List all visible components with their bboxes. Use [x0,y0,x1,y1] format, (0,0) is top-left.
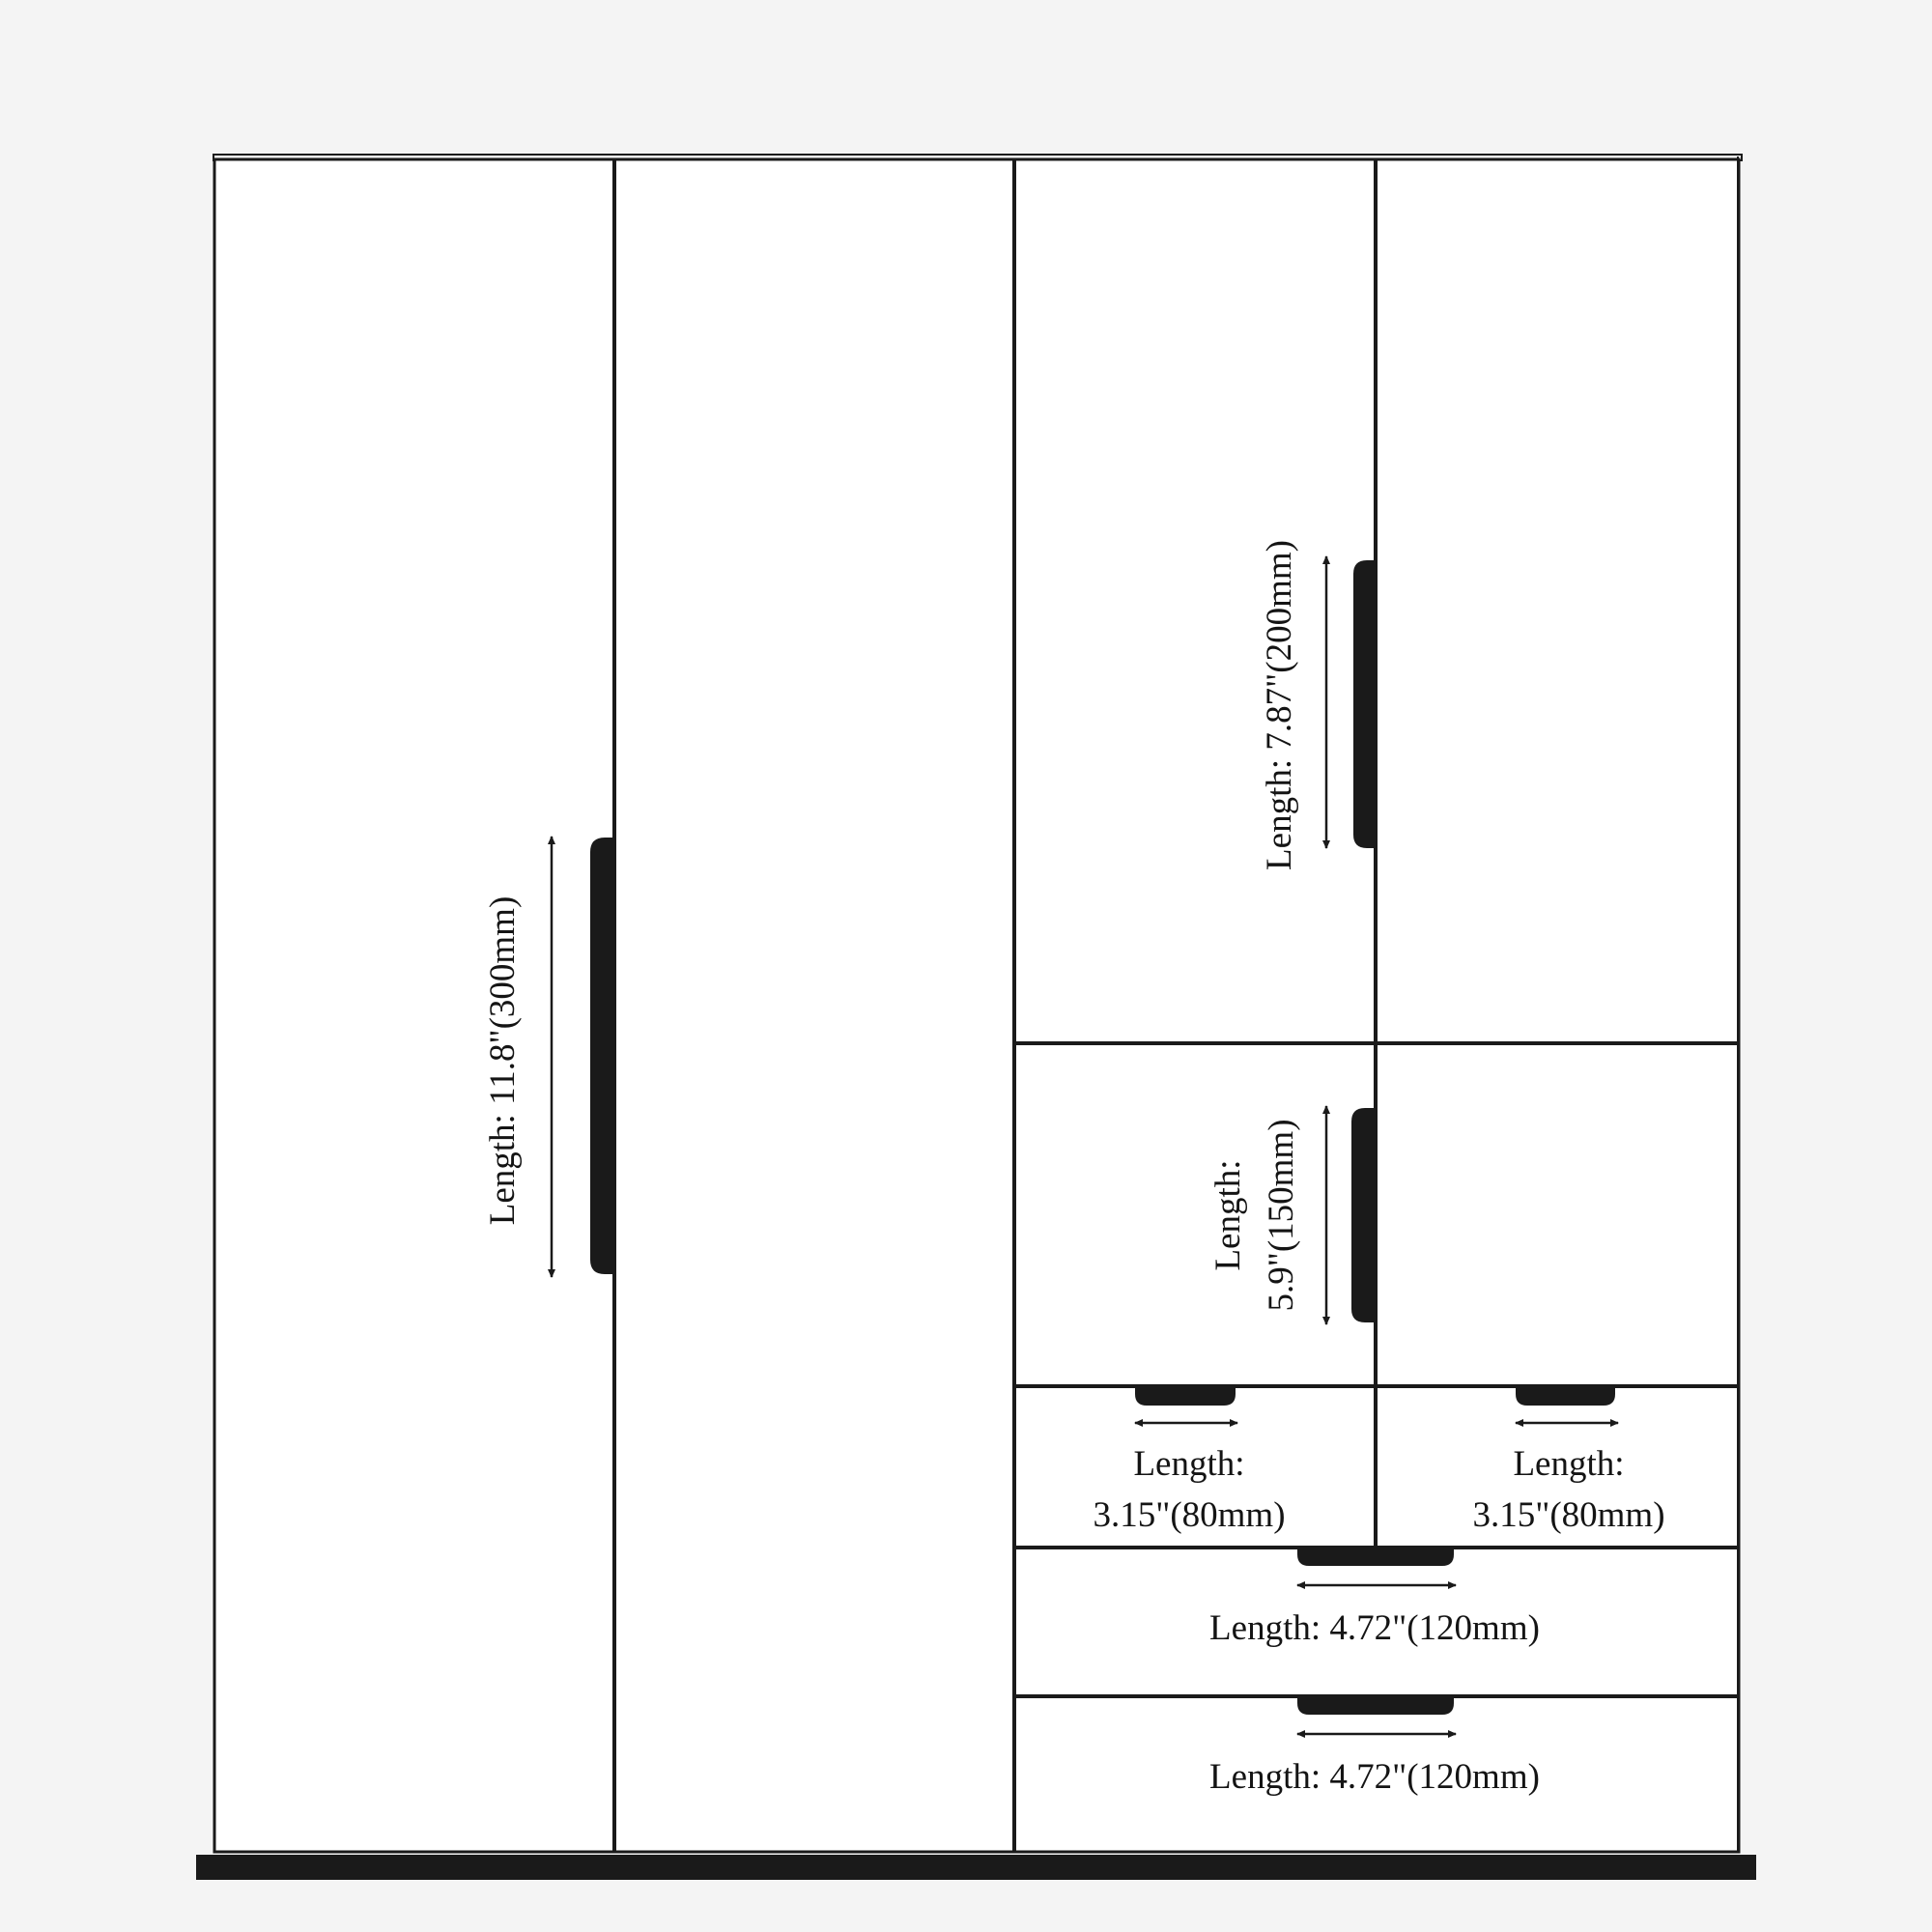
small-drawer-right-length-label-line1: Length: [1513,1444,1625,1484]
upper-door-handle [1353,560,1376,848]
small-drawer-left-length-label-line1: Length: [1133,1444,1245,1484]
cabinet-frame [214,159,1739,1852]
middle-door-handle [1351,1108,1376,1322]
wide-drawer-lower-length-label: Length: 4.72"(120mm) [1209,1757,1540,1797]
small-drawer-right-handle [1516,1386,1615,1406]
small-drawer-left-handle [1135,1386,1236,1406]
middle-door-length-label-line2: 5.9"(150mm) [1262,1119,1301,1312]
base-plinth [196,1855,1756,1880]
upper-door-length-label: Length: 7.87"(200mm) [1260,540,1299,870]
tall-door-length-label: Length: 11.8"(300mm) [483,895,523,1226]
wide-drawer-lower-handle [1297,1696,1454,1715]
small-drawer-right-length-label-line2: 3.15"(80mm) [1472,1495,1665,1535]
wide-drawer-upper-length-label: Length: 4.72"(120mm) [1209,1608,1540,1648]
small-drawer-left-length-label-line2: 3.15"(80mm) [1093,1495,1286,1535]
tall-door-handle [590,838,614,1274]
middle-door-length-label-line1: Length: [1208,1159,1248,1271]
wide-drawer-upper-handle [1297,1548,1454,1566]
